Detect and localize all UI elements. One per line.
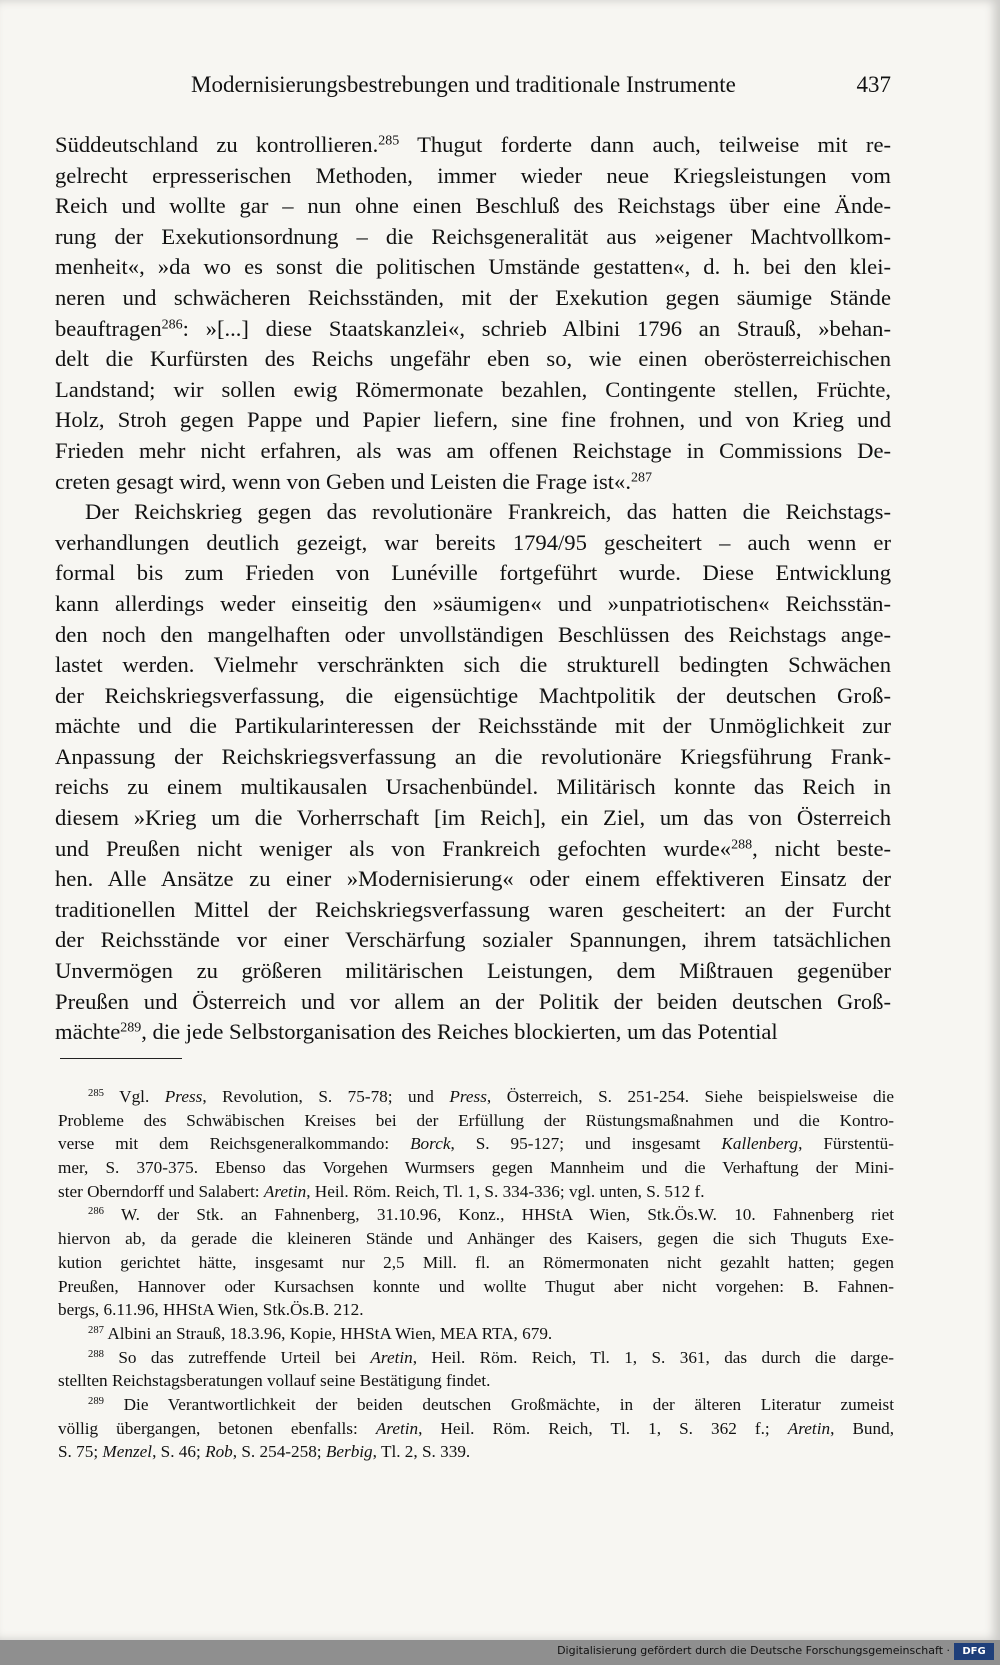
text-segment: den noch den mangelhaften oder unvollständigen Beschlüssen des Reichstags ange- — [55, 621, 891, 647]
footnote-text: , Tl. 2, S. 339. — [372, 1442, 471, 1462]
text-segment: menheit«, »da wo es sonst die politischen Umstände gestatten«, d. h. bei den klei- — [55, 254, 891, 280]
footnote-line — [58, 1156, 894, 1180]
footnote-reference: 289 — [120, 1020, 142, 1036]
cited-author: Aretin — [787, 1418, 831, 1438]
cited-author: Rob — [205, 1442, 233, 1462]
footnote-number: 287 — [88, 1325, 104, 1337]
footnote-reference: 286 — [161, 316, 183, 332]
text-segment: Reich und wollte gar – nun ohne einen Beschluß des Reichstags über eine Ände- — [55, 193, 891, 219]
text-segment: und Preußen nicht weniger als von Frankreich gefochten wurde« — [55, 835, 732, 861]
text-line — [55, 987, 891, 1018]
footnote-text: hiervon ab, da gerade die kleineren Stände und Anhänger des Kaisers, gegen die sich Thuguts Exe- — [58, 1229, 894, 1249]
text-line — [55, 803, 891, 834]
footnote-text: , S. 46; — [152, 1442, 206, 1462]
text-segment: der Reichskriegsverfassung, die eigensüchtige Machtpolitik der deutschen Groß- — [55, 682, 891, 708]
dfg-logo: DFG — [954, 1643, 994, 1660]
text-line — [55, 895, 891, 926]
text-segment: Preußen und Österreich und vor allem an der Politik der beiden deutschen Groß- — [55, 988, 891, 1014]
page-header — [191, 72, 891, 104]
cited-author: Kallenberg — [721, 1134, 799, 1154]
text-line — [55, 161, 891, 192]
footnote-text: ster Oberndorff und Salabert: — [58, 1181, 264, 1201]
text-line — [55, 467, 891, 498]
footnote-line — [58, 1227, 894, 1251]
cited-author: Borck — [410, 1134, 451, 1154]
footnote-line — [58, 1109, 894, 1133]
footnote-text: , S. 254-258; — [232, 1442, 326, 1462]
text-segment: diesem »Krieg um die Vorherrschaft [im Reich], ein Ziel, um das von Österreich — [55, 805, 891, 831]
footnote-number: 286 — [88, 1206, 104, 1218]
text-line — [55, 222, 891, 253]
running-title: Modernisierungsbestrebungen und traditionale Instrumente — [191, 72, 736, 97]
digitization-footer — [0, 1640, 1000, 1665]
text-line — [55, 191, 891, 222]
footnote-line — [58, 1180, 894, 1204]
text-line — [55, 375, 891, 406]
footnote-text: völlig übergangen, betonen ebenfalls: — [58, 1418, 376, 1438]
footnote-line — [58, 1203, 894, 1227]
text-line — [55, 681, 891, 712]
text-segment: Landstand; wir sollen ewig Römermonate bezahlen, Contingente stellen, Früchte, — [55, 376, 891, 402]
footnote-text: , Revolution, S. 75-78; und — [202, 1087, 450, 1106]
text-segment: neren und schwächeren Reichsständen, mit der Exekution gegen säumige Stände — [55, 284, 891, 310]
footnote-text: , Österreich, S. 251-254. Siehe beispielsweise die — [486, 1087, 894, 1106]
footnote-line — [58, 1440, 894, 1464]
text-segment: , nicht beste- — [752, 835, 891, 861]
main-text — [55, 130, 891, 1048]
text-line — [55, 742, 891, 773]
text-segment: Unvermögen zu größeren militärischen Leistungen, dem Mißtrauen gegenüber — [55, 958, 891, 984]
footnote-text: Preußen, Hannover oder Kursachsen konnte und wollte Thugut aber nicht vorgehen: B. Fahnen- — [58, 1276, 894, 1296]
text-segment: reichs zu einem multikausalen Ursachenbündel. Militärisch konnte das Reich in — [55, 774, 891, 800]
footnote-reference: 288 — [731, 836, 753, 852]
footnote-text: , Fürstentü- — [798, 1134, 894, 1154]
footnote-line — [58, 1417, 894, 1441]
text-line — [55, 925, 891, 956]
text-line — [55, 558, 891, 589]
text-line — [55, 130, 891, 161]
footnote-line — [58, 1393, 894, 1417]
footnote-line — [58, 1132, 894, 1156]
text-line — [55, 252, 891, 283]
footnote-text: Probleme des Schwäbischen Kreises bei der Erfüllung der Rüstungsmaßnahmen und die Kontro- — [58, 1110, 894, 1130]
cited-author: Press — [164, 1087, 203, 1106]
text-segment: gelrecht erpresserischen Methoden, immer wieder neue Kriegsleistungen vom — [55, 162, 891, 188]
cited-author: Berbig — [325, 1442, 373, 1462]
footnote-line — [58, 1346, 894, 1370]
text-segment: delt die Kurfürsten des Reichs ungefähr eben so, wie einen oberösterreichischen — [55, 346, 891, 372]
footnote-text: Die Verantwortlichkeit der beiden deutschen Großmächte, in der älteren Literatur zumeist — [103, 1394, 894, 1414]
text-segment: creten gesagt wird, wenn von Geben und Leisten die Frage ist«. — [55, 468, 631, 494]
footnote-text: So das zutreffende Urteil bei — [103, 1347, 371, 1367]
text-line — [55, 711, 891, 742]
text-line — [55, 589, 891, 620]
footnote-text: , S. 95-127; und insgesamt — [450, 1134, 722, 1154]
text-line — [55, 436, 891, 467]
cited-author: Menzel — [102, 1442, 153, 1462]
text-segment: : »[...] diese Staatskanzlei«, schrieb Albini 1796 an Strauß, »behan- — [182, 315, 891, 341]
text-line — [55, 314, 891, 345]
footnote-text: , Heil. Röm. Reich, Tl. 1, S. 334-336; vgl. unten, S. 512 f. — [306, 1181, 705, 1201]
footnotes — [58, 1085, 894, 1464]
footnote-reference: 285 — [378, 133, 400, 149]
text-line — [55, 528, 891, 559]
page-number: 437 — [856, 72, 891, 97]
dfg-credit: Digitalisierung gefördert durch die Deutsche Forschungsgemeinschaft · — [557, 1644, 950, 1657]
footnote-line — [58, 1322, 894, 1346]
text-segment: rung der Exekutionsordnung – die Reichsgeneralität aus »eigener Machtvollkom- — [55, 223, 891, 249]
footnote-text: verse mit dem Reichsgeneralkommando: — [58, 1134, 411, 1154]
text-line — [55, 497, 891, 528]
footnote-text: stellten Reichstagsberatungen vollauf seine Bestätigung findet. — [58, 1371, 491, 1391]
footnote-text: , Heil. Röm. Reich, Tl. 1, S. 361, das durch die darge- — [412, 1347, 894, 1367]
text-segment: Der Reichskrieg gegen das revolutionäre Frankreich, das hatten die Reichstags- — [85, 499, 891, 525]
text-line — [55, 620, 891, 651]
text-segment: Frieden mehr nicht erfahren, als was am offenen Reichstage in Commissions De- — [55, 437, 891, 463]
text-line — [55, 956, 891, 987]
text-segment: lastet werden. Vielmehr verschränkten sich die strukturell bedingten Schwächen — [55, 652, 891, 678]
footnote-number: 288 — [88, 1348, 104, 1360]
text-segment: beauftragen — [55, 315, 162, 341]
footnote-line — [58, 1298, 894, 1322]
footnote-text: , Heil. Röm. Reich, Tl. 1, S. 362 f.; — [418, 1418, 788, 1438]
text-segment: formal bis zum Frieden von Lunéville fortgeführt wurde. Diese Entwicklung — [55, 560, 891, 586]
footnote-reference: 287 — [630, 469, 652, 485]
cited-author: Aretin — [263, 1181, 307, 1201]
text-line — [55, 864, 891, 895]
footnote-separator — [60, 1058, 182, 1059]
text-segment: mächte — [55, 1019, 121, 1045]
footnote-number: 289 — [88, 1396, 104, 1408]
text-segment: mächte und die Partikularinteressen der Reichsstände mit der Unmöglichkeit zur — [55, 713, 891, 739]
footnote-text: W. der Stk. an Fahnenberg, 31.10.96, Konz., HHStA Wien, Stk.Ös.W. 10. Fahnenberg riet — [103, 1205, 894, 1225]
text-line — [55, 834, 891, 865]
text-line — [55, 344, 891, 375]
text-line — [55, 1017, 891, 1048]
text-line — [55, 772, 891, 803]
footnote-text: Albini an Strauß, 18.3.96, Kopie, HHStA Wien, MEA RTA, 679. — [103, 1323, 553, 1343]
text-segment: hen. Alle Ansätze zu einer »Modernisierung« oder einem effektiveren Einsatz der — [55, 866, 891, 892]
text-segment: traditionellen Mittel der Reichskriegsverfassung waren gescheitert: an der Furcht — [55, 896, 891, 922]
text-segment: kann allerdings weder einseitig den »säumigen« und »unpatriotischen« Reichsstän- — [55, 590, 891, 616]
footnote-line — [58, 1085, 894, 1109]
footnote-text: S. 75; — [58, 1442, 103, 1462]
footnote-text: kution gerichtet hätte, insgesamt nur 2,5 Mill. fl. an Römermonaten nicht gezahlt hatten; gegen — [58, 1252, 894, 1272]
footnote-text: , Bund, — [830, 1418, 894, 1438]
footnote-line — [58, 1275, 894, 1299]
text-line — [55, 405, 891, 436]
footnote-line — [58, 1251, 894, 1275]
text-line — [55, 283, 891, 314]
text-segment: , die jede Selbstorganisation des Reiches blockierten, um das Potential — [141, 1019, 778, 1045]
text-line — [55, 650, 891, 681]
text-segment: der Reichsstände vor einer Verschärfung sozialer Spannungen, ihrem tatsächlichen — [55, 927, 891, 953]
text-segment: Holz, Stroh gegen Pappe und Papier liefern, sine fine frohnen, und von Krieg und — [55, 407, 891, 433]
text-segment: Thugut forderte dann auch, teilweise mit re- — [399, 132, 891, 157]
cited-author: Press — [449, 1087, 487, 1106]
footnote-text: mer, S. 370-375. Ebenso das Vorgehen Wurmsers gegen Mannheim und die Verhaftung der Mini- — [58, 1158, 894, 1178]
text-segment: Anpassung der Reichskriegsverfassung an die revolutionäre Kriegsführung Frank- — [55, 743, 891, 769]
footnote-line — [58, 1369, 894, 1393]
cited-author: Aretin — [375, 1418, 419, 1438]
text-segment: Süddeutschland zu kontrollieren. — [55, 132, 379, 157]
footnote-text: bergs, 6.11.96, HHStA Wien, Stk.Ös.B. 212. — [58, 1300, 364, 1320]
cited-author: Aretin — [370, 1347, 413, 1367]
footnote-text: Vgl. — [103, 1087, 165, 1106]
text-segment: verhandlungen deutlich gezeigt, war bereits 1794/95 gescheitert – auch wenn er — [55, 529, 891, 555]
footnote-number: 285 — [88, 1088, 104, 1100]
